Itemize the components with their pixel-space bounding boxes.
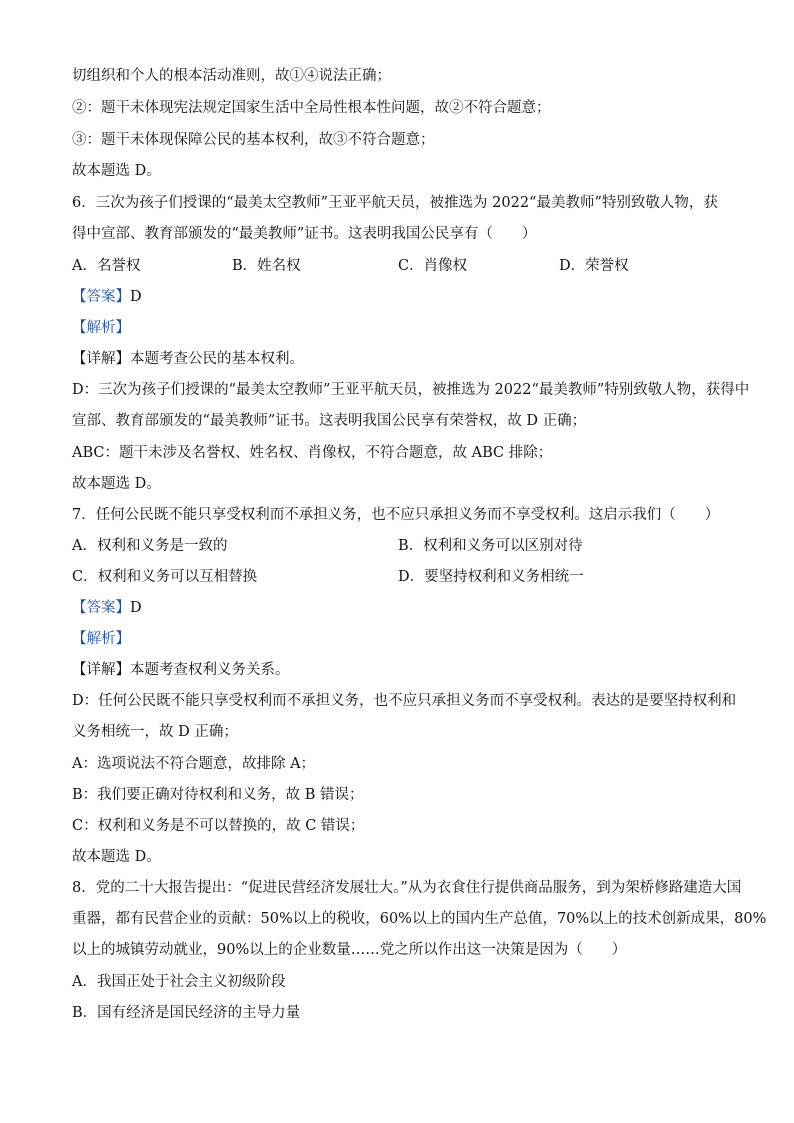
answer-tag: 【答案】 (72, 289, 130, 305)
question-7-option-c: C．权利和义务可以互相替换 (72, 569, 258, 585)
question-8-stem: 以上的城镇劳动就业，90%以上的企业数量……党之所以作出这一决策是因为（ ） (72, 942, 627, 958)
answer-line (72, 287, 142, 307)
answer-value: D (130, 600, 142, 616)
explanation-line: 故本题选 D。 (72, 476, 161, 492)
answer-value: D (130, 289, 142, 305)
question-7-option-d: D．要坚持权利和义务相统一 (398, 569, 584, 585)
explanation-line: B：我们要正确对待权利和义务，故 B 错误； (72, 787, 364, 803)
question-7-option-a: A．权利和义务是一致的 (72, 538, 228, 554)
question-6-stem: 6．三次为孩子们授课的“最美太空教师”王亚平航天员，被推选为 2022“最美教师”特别致敬人物，获 (72, 195, 718, 211)
explanation-line: D：三次为孩子们授课的“最美太空教师”王亚平航天员，被推选为 2022“最美教师”特别致敬人物，获得中 (72, 382, 750, 398)
answer-tag: 【答案】 (72, 600, 130, 616)
detail-text: 本题考查权利义务关系。 (130, 662, 290, 678)
question-6-option-c: C．肖像权 (398, 258, 468, 274)
question-7-option-b: B．权利和义务可以区别对待 (398, 538, 583, 554)
question-6-option-a: A．名誉权 (72, 258, 141, 274)
explanation-line: C：权利和义务是不可以替换的，故 C 错误； (72, 818, 365, 834)
explanation-line: ABC：题干未涉及名誉权、姓名权、肖像权，不符合题意，故 ABC 排除； (72, 445, 553, 461)
text-line: ②：题干未体现宪法规定国家生活中全局性根本性问题，故②不符合题意； (72, 100, 551, 116)
question-8-option-b: B．国有经济是国民经济的主导力量 (72, 1005, 301, 1021)
explanation-line: 故本题选 D。 (72, 849, 161, 865)
text-line: 切组织和个人的根本活动准则，故①④说法正确； (72, 68, 391, 84)
analysis-tag: 【解析】 (72, 320, 130, 336)
text-line: 故本题选 D。 (72, 163, 161, 179)
detail-line (72, 660, 290, 680)
detail-tag: 【详解】 (72, 351, 130, 367)
explanation-line: 义务相统一，故 D 正确； (72, 724, 238, 740)
explanation-line: 宣部、教育部颁发的“最美教师”证书。这表明我国公民享有荣誉权，故 D 正确； (72, 413, 587, 429)
detail-tag: 【详解】 (72, 662, 130, 678)
answer-line (72, 598, 142, 618)
question-7-stem: 7．任何公民既不能只享受权利而不承担义务，也不应只承担义务而不享受权利。这启示我们（ ） (72, 507, 720, 523)
analysis-tag: 【解析】 (72, 631, 130, 647)
question-8-stem: 8．党的二十大报告提出：“促进民营经济发展壮大。”从为衣食住行提供商品服务，到为架桥修路建造大国 (72, 880, 742, 896)
explanation-line: A：选项说法不符合题意，故排除 A； (72, 756, 316, 772)
explanation-line: D：任何公民既不能只享受权利而不承担义务，也不应只承担义务而不享受权利。表达的是要坚持权利和 (72, 693, 737, 709)
question-8-option-a: A．我国正处于社会主义初级阶段 (72, 974, 286, 990)
detail-text: 本题考查公民的基本权利。 (130, 351, 304, 367)
question-6-option-d: D．荣誉权 (559, 258, 629, 274)
detail-line (72, 349, 304, 369)
analysis-line (72, 629, 130, 649)
analysis-line (72, 318, 130, 338)
question-6-stem: 得中宣部、教育部颁发的“最美教师”证书。这表明我国公民享有（ ） (72, 226, 537, 242)
question-6-option-b: B．姓名权 (232, 258, 301, 274)
text-line: ③：题干未体现保障公民的基本权利，故③不符合题意； (72, 132, 435, 148)
question-8-stem: 重器，都有民营企业的贡献：50%以上的税收，60%以上的国内生产总值，70%以上的技术创新成果，80% (72, 911, 767, 927)
